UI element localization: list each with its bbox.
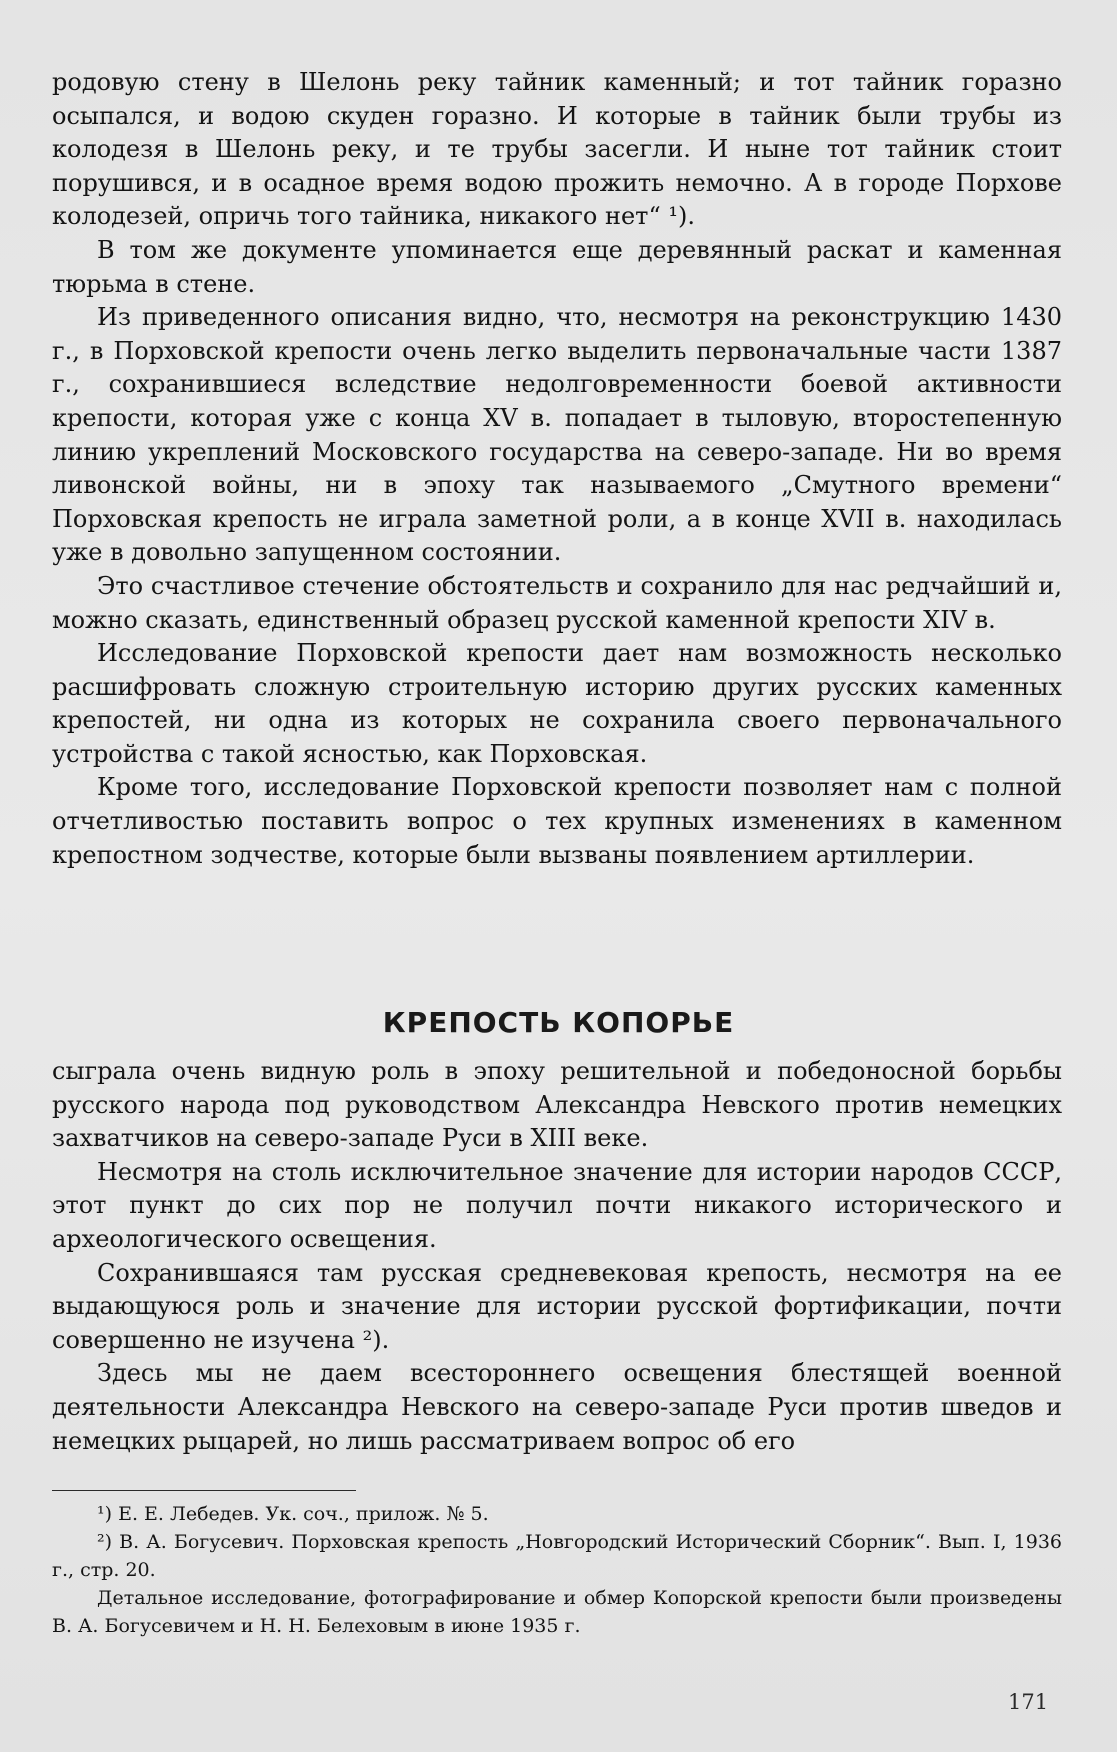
footnote: ²) В. А. Богусевич. Порховская крепость „Новгородский Исторический Сборник“. Вып. I, 1936 г., стр. 20. [52,1531,1062,1581]
footnote-divider [52,1490,356,1491]
paragraph: Из приведенного описания видно, что, несмотря на реконструкцию 1430 г., в Порховской крепости очень легко выделить первоначальные части 1387 г., сохранившиеся вследствие недолговременности боевой активности крепости, которая уже с конца XV в. попадает в тыловую, второстепенную линию укреплений Московского государства на северо-западе. Ни во время ливонской войны, ни в эпоху так называемого „Смутного времени“ Порховская крепость не играла заметной роли, а в конце XVII в. находилась уже в довольно запущенном состоянии. [52,303,1062,567]
paragraph: Это счастливое стечение обстоятельств и сохранило для нас редчайший и, можно сказать, единственный образец русской каменной крепости XIV в. [52,571,1062,634]
paragraph: сыграла очень видную роль в эпоху решительной и победоносной борьбы русского народа под руководством Александра Невского против немецких захватчиков на северо-западе Руси в XIII веке. [52,1057,1062,1153]
footnote: ¹) Е. Е. Лебедев. Ук. соч., прилож. № 5. [97,1503,489,1525]
footnote: Детальное исследование, фотографирование и обмер Копорской крепости были произведены В. А. Богусевичем и Н. Н. Белеховым в июне 1935 г. [52,1587,1062,1637]
paragraph: Кроме того, исследование Порховской крепости позволяет нам с полной отчетливостью поставить вопрос о тех крупных изменениях в каменном крепостном зодчестве, которые были вызваны появлением артиллерии. [52,773,1062,869]
paragraph: Здесь мы не даем всестороннего освещения блестящей военной деятельности Александра Невского на северо-западе Руси против шведов и немецких рыцарей, но лишь рассматриваем вопрос об его [52,1359,1062,1455]
paragraph: В том же документе упоминается еще деревянный раскат и каменная тюрьма в стене. [52,235,1062,298]
section-heading: КРЕПОСТЬ КОПОРЬЕ [382,1006,735,1039]
footnotes [52,1500,1062,1640]
paragraph: Несмотря на столь исключительное значение для истории народов СССР, этот пункт до сих пор не получил почти никакого исторического и археологического освещения. [52,1157,1062,1253]
body-text-bottom [52,1055,1062,1458]
paragraph: Исследование Порховской крепости дает нам возможность несколько расшифровать сложную строительную историю других русских каменных крепостей, ни одна из которых не сохранила своего первоначального устройства с такой ясностью, как Порховская. [52,639,1062,768]
page-number: 171 [1008,1690,1049,1714]
paragraph: родовую стену в Шелонь реку тайник каменный; и тот тайник горазно осыпался, и водою скуден горазно. И которые в тайник были трубы из колодезя в Шелонь реку, и те трубы засегли. И ныне тот тайник стоит порушився, и в осадное время водою прожить немочно. А в городе Порхове колодезей, опричь того тайника, никакого нет“ ¹). [52,68,1062,231]
paragraph: Сохранившаяся там русская средневековая крепость, несмотря на ее выдающуюся роль и значение для истории русской фортификации, почти совершенно не изучена ²). [52,1258,1062,1354]
body-text-top [52,66,1062,872]
